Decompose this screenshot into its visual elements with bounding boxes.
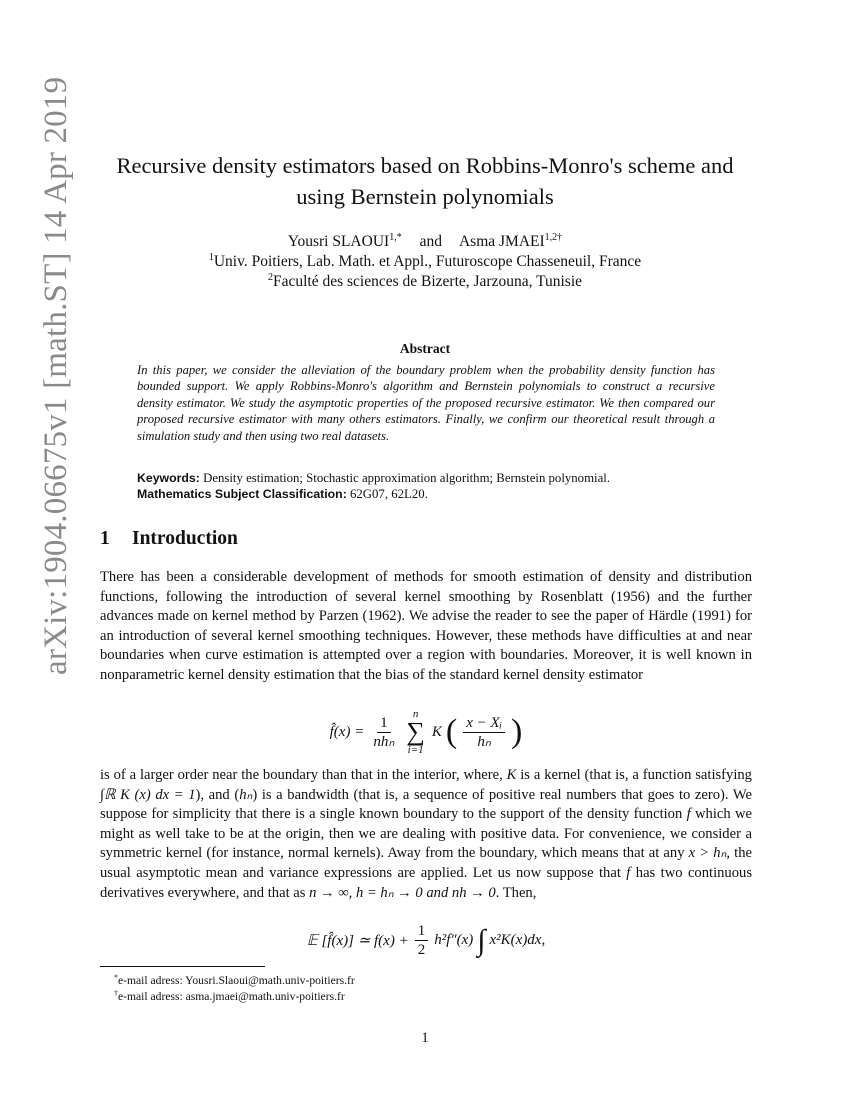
author-1-marks: 1,* [389, 232, 402, 243]
title-line-2: using Bernstein polynomials [296, 184, 554, 209]
eq1-kernel: K [431, 723, 442, 740]
eq2-lhs: 𝔼 [f̂(x)] ≃ f(x) + [306, 933, 409, 949]
affiliation-2: $^2$Faculté des sciences de Bizerte, Jarzouna, Tunisie [267, 272, 583, 290]
msc-value: 62G07, 62L20. [350, 487, 428, 501]
eq2-rhs: h²f″(x) [434, 932, 474, 948]
section-title: Introduction [132, 528, 238, 549]
affiliation-1: $^1$Univ. Poitiers, Lab. Math. et Appl., Futuroscope Chasseneuil, France [208, 252, 642, 270]
msc-classification [137, 486, 737, 502]
footnote-1: *e-mail adress: Yousri.Slaoui@math.univ-poitiers.fr [114, 973, 355, 987]
footnote-2: †e-mail adress: asma.jmaei@math.univ-poitiers.fr [114, 989, 345, 1003]
intro-paragraph-1: There has been a considerable development of methods for smooth estimation of density and distribution functions, following the introduction of several kernel smoothing by Rosenblatt (1956) and the further advances made on kernel method by Parzen (1962). We advise the reader to see the paper of Härdle (1991) for an introduction of several kernel smoothing techniques. However, these methods have difficulties at and near boundaries when curve estimation is attempted over a region with boundaries. Moreover, it is well known in nonparametric kernel density estimation that the bias of the standard kernel density estimator [100, 569, 752, 683]
section-number: 1 [100, 528, 110, 549]
equation-kernel-estimator: f̂(x) = $\frac{1}{\text{nhₙ}}$ n ∑ i=1 K ( $\frac{\text{x − Xᵢ}}{\text{hₙ}}$ ) [329, 708, 523, 756]
author-block [90, 232, 760, 292]
keywords [137, 470, 737, 486]
eq1-sum: n ∑ i=1 [406, 708, 425, 756]
author-2-name: Asma JMAEI [458, 233, 545, 250]
author-1-name: Yousri SLAOUI [287, 233, 390, 250]
eq1-fraction: $\frac{1}{\text{nhₙ}}$ [373, 714, 395, 750]
page-number: 1 [421, 1030, 429, 1046]
footnote-rule [100, 966, 265, 967]
paper-title [90, 150, 760, 212]
eq1-inner-fraction: $\frac{\text{x − Xᵢ}}{\text{hₙ}}$ [463, 714, 505, 751]
author-and: and [419, 233, 442, 250]
msc-label: Mathematics Subject Classification: [137, 487, 347, 501]
eq2-integrand: x²K(x)dx, [489, 932, 546, 948]
author-line [90, 232, 760, 252]
abstract-heading: Abstract [399, 341, 451, 356]
abstract-text: In this paper, we consider the alleviation of the boundary problem when the probability density function has bounded support. We apply Robbins-Monro's algorithm and Bernstein polynomials to construct a recursive density estimator. We study the asymptotic properties of the proposed recursive estimator. We then compared our proposed recursive estimator with many others estimators. Finally, we confirm our theoretical result through a simulation study and then using two real datasets. [137, 363, 715, 443]
title-line-1: Recursive density estimators based on Robbins-Monro's scheme and [116, 153, 734, 178]
author-2-marks: 1,2† [544, 232, 563, 243]
arxiv-stamp[interactable]: arXiv:1904.06675v1 [math.ST] 14 Apr 2019 [38, 76, 74, 675]
section-heading [100, 528, 238, 550]
keywords-label: Keywords: [137, 471, 200, 485]
keywords-value: Density estimation; Stochastic approximation algorithm; Bernstein polynomial. [203, 471, 611, 485]
eq2-half: $\frac{1}{2}$ [415, 922, 429, 959]
intro-paragraph-2: is of a larger order near the boundary than that in the interior, where, K is a kernel (that is, a function satisfying ∫ℝ K (x) dx = 1), and (hₙ) is a bandwidth (that is, a sequence of positive real numbers that goes to zero). We suppose for simplicity that there is a single known boundary to the support of the density function f which we might as well take to be at the origin, then we are dealing with positive data. For convenience, we consider a symmetric kernel (for instance, normal kernels). Away from the boundary, which means that at any x > hₙ, the usual asymptotic mean and variance expressions are applied. Let us now suppose that f has two continuous derivatives everywhere, and that as n → ∞, h = hₙ → 0 and nh → 0. Then, [100, 767, 752, 901]
eq1-lhs: f̂(x) = [329, 723, 365, 740]
equation-expectation: 𝔼 [f̂(x)] ≃ f(x) + $\frac{1}{2}$ h²f″(x) ∫ x²K(x)dx, [306, 923, 546, 958]
